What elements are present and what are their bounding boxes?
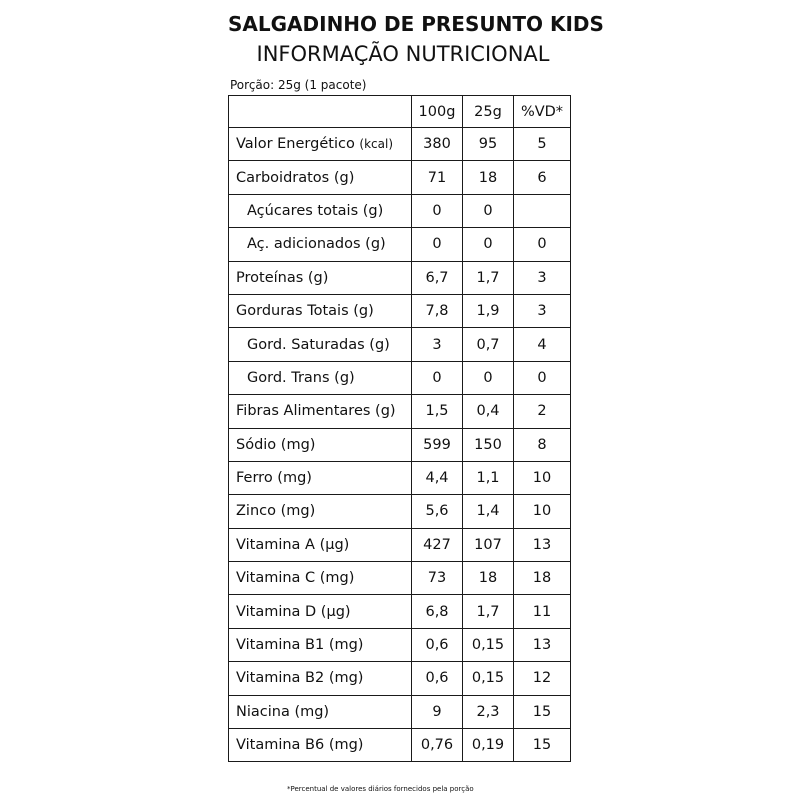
value-vd <box>514 194 571 227</box>
table-row <box>229 461 571 494</box>
nutrient-name: Fibras Alimentares (g) <box>229 395 412 428</box>
value-100g: 71 <box>412 161 463 194</box>
nutrient-name: Sódio (mg) <box>229 428 412 461</box>
value-25g: 0,7 <box>463 328 514 361</box>
value-vd: 3 <box>514 294 571 327</box>
table-row <box>229 361 571 394</box>
nutrient-name: Aç. adicionados (g) <box>229 228 412 261</box>
value-100g: 6,7 <box>412 261 463 294</box>
value-100g: 0,76 <box>412 729 463 762</box>
value-100g: 7,8 <box>412 294 463 327</box>
table-row <box>229 395 571 428</box>
value-vd: 8 <box>514 428 571 461</box>
column-header-vd: %VD* <box>514 96 571 128</box>
table-header-row <box>229 96 571 128</box>
value-25g: 0,19 <box>463 729 514 762</box>
value-25g: 107 <box>463 528 514 561</box>
table-row <box>229 729 571 762</box>
value-25g: 0,15 <box>463 628 514 661</box>
value-vd: 11 <box>514 595 571 628</box>
nutrient-name: Vitamina B6 (mg) <box>229 729 412 762</box>
table-row <box>229 428 571 461</box>
nutrient-name: Niacina (mg) <box>229 695 412 728</box>
nutrient-name: Zinco (mg) <box>229 495 412 528</box>
value-25g: 2,3 <box>463 695 514 728</box>
value-25g: 1,4 <box>463 495 514 528</box>
value-vd: 15 <box>514 729 571 762</box>
value-100g: 0,6 <box>412 628 463 661</box>
nutrient-name: Gord. Saturadas (g) <box>229 328 412 361</box>
value-vd: 3 <box>514 261 571 294</box>
nutrient-name: Vitamina A (µg) <box>229 528 412 561</box>
value-100g: 599 <box>412 428 463 461</box>
nutrient-name: Açúcares totais (g) <box>229 194 412 227</box>
label-header <box>228 10 604 68</box>
nutrient-label: Valor Energético <box>236 136 355 153</box>
value-25g: 0,4 <box>463 395 514 428</box>
value-100g: 73 <box>412 562 463 595</box>
value-100g: 1,5 <box>412 395 463 428</box>
nutrient-name: Vitamina C (mg) <box>229 562 412 595</box>
value-vd: 18 <box>514 562 571 595</box>
value-vd: 0 <box>514 361 571 394</box>
value-25g: 0 <box>463 361 514 394</box>
value-100g: 0 <box>412 228 463 261</box>
value-vd: 4 <box>514 328 571 361</box>
value-vd: 10 <box>514 495 571 528</box>
value-vd: 12 <box>514 662 571 695</box>
value-25g: 1,7 <box>463 261 514 294</box>
value-vd: 10 <box>514 461 571 494</box>
nutrient-name: Carboidratos (g) <box>229 161 412 194</box>
value-100g: 0 <box>412 194 463 227</box>
column-header-25g: 25g <box>463 96 514 128</box>
value-25g: 1,7 <box>463 595 514 628</box>
table-row <box>229 695 571 728</box>
table-row <box>229 194 571 227</box>
column-header-100g: 100g <box>412 96 463 128</box>
value-vd: 0 <box>514 228 571 261</box>
table-row <box>229 161 571 194</box>
value-25g: 1,9 <box>463 294 514 327</box>
product-title: SALGADINHO DE PRESUNTO KIDS <box>228 12 604 36</box>
value-100g: 6,8 <box>412 595 463 628</box>
table-row <box>229 328 571 361</box>
nutrient-unit: (kcal) <box>359 137 394 152</box>
value-25g: 0,15 <box>463 662 514 695</box>
value-100g: 380 <box>412 128 463 161</box>
nutrient-name <box>229 128 412 161</box>
portion-size: Porção: 25g (1 pacote) <box>230 78 367 92</box>
column-header-nutrient <box>229 96 412 128</box>
table-row <box>229 261 571 294</box>
nutrient-name: Vitamina D (µg) <box>229 595 412 628</box>
value-100g: 5,6 <box>412 495 463 528</box>
nutrient-name: Vitamina B2 (mg) <box>229 662 412 695</box>
value-100g: 0 <box>412 361 463 394</box>
value-25g: 150 <box>463 428 514 461</box>
value-100g: 4,4 <box>412 461 463 494</box>
value-vd: 13 <box>514 628 571 661</box>
nutrition-table <box>228 95 571 762</box>
nutrient-name: Proteínas (g) <box>229 261 412 294</box>
value-vd: 15 <box>514 695 571 728</box>
table-row <box>229 128 571 161</box>
value-25g: 95 <box>463 128 514 161</box>
nutrition-facts-heading: INFORMAÇÃO NUTRICIONAL <box>256 42 550 66</box>
value-25g: 0 <box>463 228 514 261</box>
value-100g: 0,6 <box>412 662 463 695</box>
table-row <box>229 562 571 595</box>
value-vd: 2 <box>514 395 571 428</box>
nutrient-name: Gorduras Totais (g) <box>229 294 412 327</box>
value-100g: 3 <box>412 328 463 361</box>
value-25g: 0 <box>463 194 514 227</box>
nutrient-name: Gord. Trans (g) <box>229 361 412 394</box>
table-row <box>229 528 571 561</box>
nutrient-name: Ferro (mg) <box>229 461 412 494</box>
value-25g: 18 <box>463 562 514 595</box>
value-vd: 5 <box>514 128 571 161</box>
footnote: *Percentual de valores diários fornecidos pela porção <box>287 785 474 793</box>
table-row <box>229 228 571 261</box>
value-100g: 9 <box>412 695 463 728</box>
table-row <box>229 595 571 628</box>
table-row <box>229 628 571 661</box>
value-25g: 18 <box>463 161 514 194</box>
table-row <box>229 662 571 695</box>
value-vd: 6 <box>514 161 571 194</box>
value-25g: 1,1 <box>463 461 514 494</box>
table-row <box>229 495 571 528</box>
nutrient-name: Vitamina B1 (mg) <box>229 628 412 661</box>
value-100g: 427 <box>412 528 463 561</box>
table-row <box>229 294 571 327</box>
value-vd: 13 <box>514 528 571 561</box>
